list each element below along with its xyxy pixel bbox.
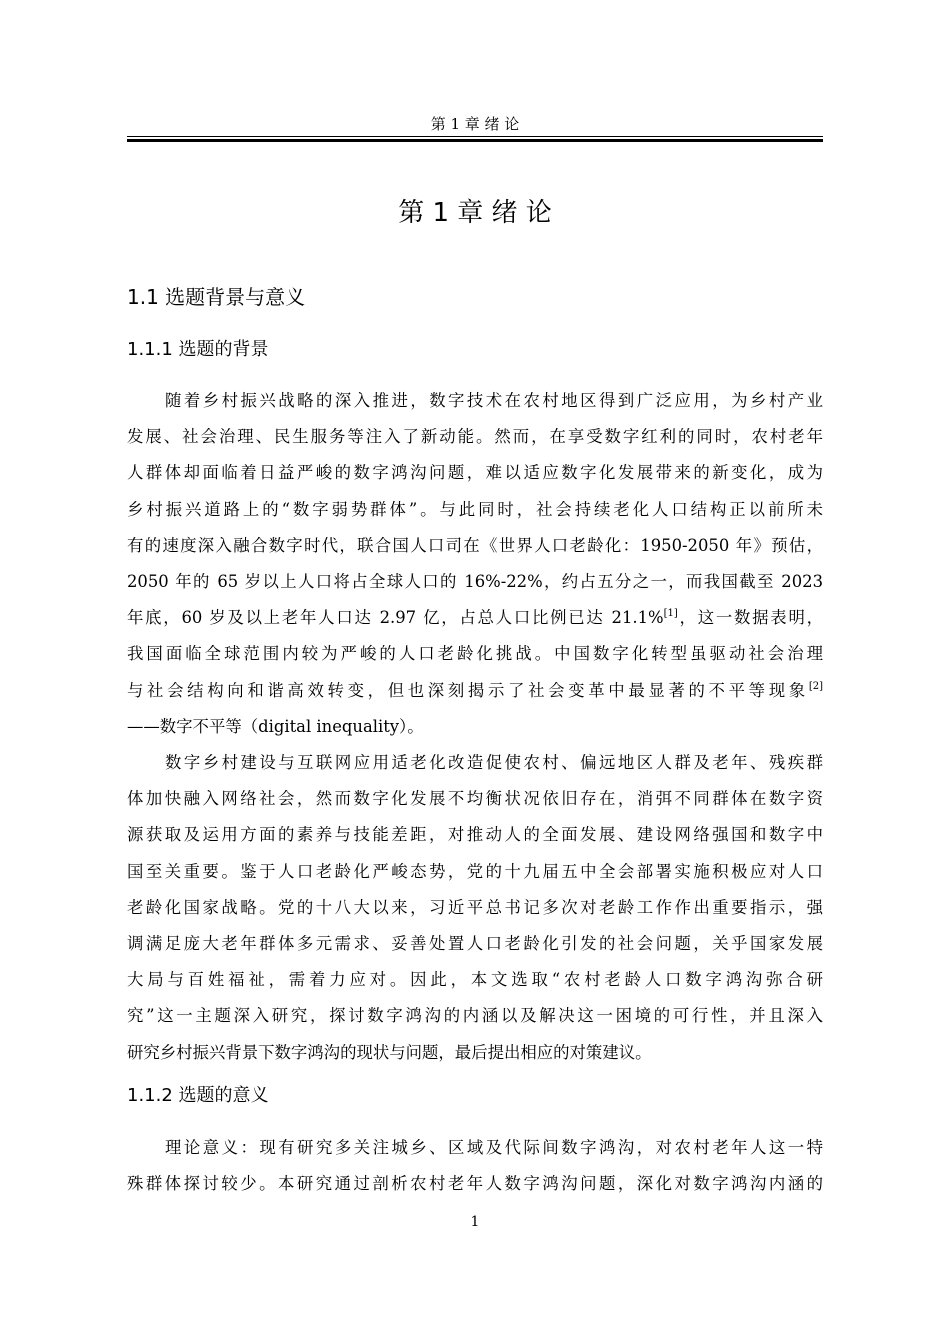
page-number: 1 [470, 1214, 480, 1230]
text-line: 有的速度深入融合数字时代，联合国人口司在《世界人口老龄化：1950-2050 年》预估， [127, 535, 823, 555]
text-line: 国至关重要。鉴于人口老龄化严峻态势，党的十九届五中全会部署实施积极应对人口 [127, 861, 823, 881]
header-rule-thin [127, 136, 823, 137]
text-segment: 年底，60 岁及以上老年人口达 2.97 亿，占总人口比例已达 21.1% [127, 608, 664, 628]
header-rule-thick [127, 139, 823, 142]
text-segment: 与社会结构向和谐高效转变，但也深刻揭示了社会变革中最显著的不平等现象 [127, 680, 809, 700]
text-line: 体加快融入网络社会，然而数字化发展不均衡状况依旧存在，消弭不同群体在数字资 [127, 789, 823, 809]
chapter-title: 第 1 章 绪 论 [398, 198, 552, 228]
text-line: 2050 年的 65 岁以上人口将占全球人口的 16%-22%，约占五分之一，而我国截至 2023 [127, 572, 823, 592]
citation-marker: [2] [808, 680, 823, 692]
text-line: ——数字不平等（digital inequality）。 [127, 716, 424, 736]
text-line: 大局与百姓福祉，需着力应对。因此，本文选取“农村老龄人口数字鸿沟弥合研 [127, 970, 823, 990]
text-line: 我国面临全球范围内较为严峻的人口老龄化挑战。中国数字化转型虽驱动社会治理 [127, 644, 823, 664]
subsection-heading-significance: 1.1.2 选题的意义 [127, 1085, 269, 1106]
significance-paragraph-1 [127, 1130, 823, 1202]
background-paragraph-2 [127, 745, 823, 1071]
text-line: 源获取及运用方面的素养与技能差距，对推动人的全面发展、建设网络强国和数字中 [127, 825, 823, 845]
text-line: 人群体却面临着日益严峻的数字鸿沟问题，难以适应数字化发展带来的新变化，成为 [127, 463, 823, 483]
text-line: 究”这一主题深入研究，探讨数字鸿沟的内涵以及解决这一困境的可行性，并且深入 [127, 1006, 823, 1026]
text-line: 调满足庞大老年群体多元需求、妥善处置人口老龄化引发的社会问题，关乎国家发展 [127, 934, 823, 954]
text-line: 殊群体探讨较少。本研究通过剖析农村老年人数字鸿沟问题，深化对数字鸿沟内涵的 [127, 1174, 823, 1194]
text-line: 发展、社会治理、民生服务等注入了新动能。然而，在享受数字红利的同时，农村老年 [127, 427, 823, 447]
text-line: 随着乡村振兴战略的深入推进，数字技术在农村地区得到广泛应用，为乡村产业 [165, 391, 823, 410]
running-header: 第 1 章 绪 论 [430, 115, 520, 133]
text-line: 理论意义：现有研究多关注城乡、区域及代际间数字鸿沟，对农村老年人这一特 [165, 1138, 823, 1157]
text-line: 数字乡村建设与互联网应用适老化改造促使农村、偏远地区人群及老年、残疾群 [165, 753, 823, 772]
subsection-heading-background: 1.1.1 选题的背景 [127, 339, 269, 360]
text-segment: ，这一数据表明， [677, 608, 823, 628]
text-line: 乡村振兴道路上的“数字弱势群体”。与此同时，社会持续老化人口结构正以前所未 [127, 499, 823, 519]
text-line: 研究乡村振兴背景下数字鸿沟的现状与问题，最后提出相应的对策建议。 [127, 1042, 652, 1062]
section-heading: 1.1 选题背景与意义 [127, 285, 306, 309]
text-line: 老龄化国家战略。党的十八大以来，习近平总书记多次对老龄工作作出重要指示，强 [127, 897, 823, 917]
background-paragraph-1 [127, 383, 823, 745]
text-line-with-citation [127, 600, 823, 636]
text-line-with-citation [127, 673, 823, 709]
citation-marker: [1] [663, 608, 678, 620]
